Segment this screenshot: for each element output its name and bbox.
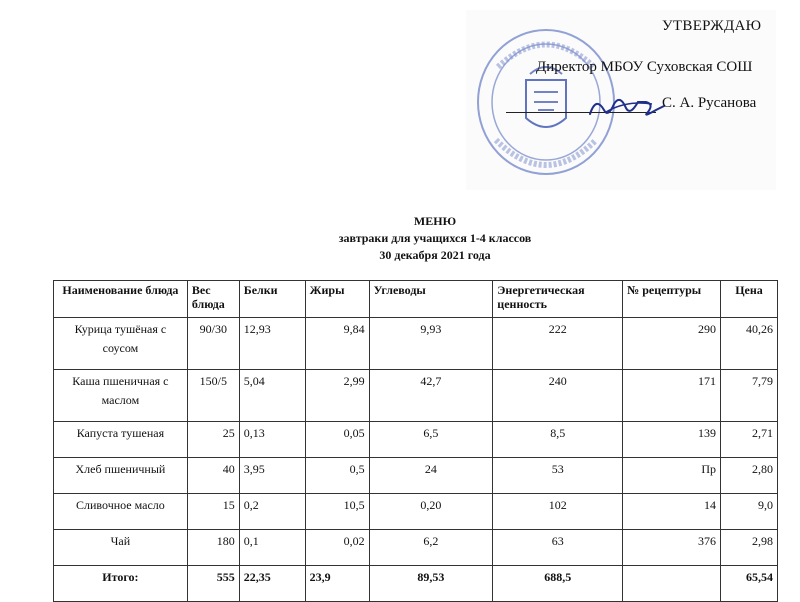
cell-protein: 0,1 [239, 530, 305, 566]
col-header-protein: Белки [239, 281, 305, 318]
cell-fat: 2,99 [305, 370, 369, 422]
table-row [54, 422, 778, 458]
table-row [54, 530, 778, 566]
table-total-row [54, 566, 778, 602]
cell-protein: 3,95 [239, 458, 305, 494]
cell-weight: 40 [187, 458, 239, 494]
cell-price: 2,98 [721, 530, 778, 566]
cell-name: Чай [54, 530, 188, 566]
menu-title: МЕНЮ [413, 214, 457, 228]
cell-carbs: 42,7 [369, 370, 493, 422]
menu-date: 30 декабря 2021 года [379, 248, 491, 262]
cell-price: 7,79 [721, 370, 778, 422]
total-price: 65,54 [721, 566, 778, 602]
cell-recipe: 290 [623, 318, 721, 370]
cell-energy: 8,5 [493, 422, 623, 458]
cell-fat: 0,05 [305, 422, 369, 458]
table-row [54, 494, 778, 530]
cell-carbs: 6,2 [369, 530, 493, 566]
cell-carbs: 9,93 [369, 318, 493, 370]
table-row [54, 370, 778, 422]
cell-weight: 150/5 [187, 370, 239, 422]
cell-fat: 0,02 [305, 530, 369, 566]
cell-name: Курица тушёная с соусом [54, 318, 188, 370]
cell-recipe: 171 [623, 370, 721, 422]
cell-energy: 63 [493, 530, 623, 566]
col-header-price: Цена [721, 281, 778, 318]
cell-fat: 0,5 [305, 458, 369, 494]
handwritten-signature [586, 92, 666, 122]
cell-price: 40,26 [721, 318, 778, 370]
menu-subtitle: завтраки для учащихся 1-4 классов [338, 231, 532, 245]
col-header-carbs: Углеводы [369, 281, 493, 318]
cell-carbs: 0,20 [369, 494, 493, 530]
cell-weight: 15 [187, 494, 239, 530]
cell-protein: 12,93 [239, 318, 305, 370]
cell-energy: 222 [493, 318, 623, 370]
col-header-recipe: № рецептуры [623, 281, 721, 318]
total-carbs: 89,53 [369, 566, 493, 602]
cell-price: 2,80 [721, 458, 778, 494]
menu-heading [0, 213, 800, 264]
total-weight: 555 [187, 566, 239, 602]
menu-table [53, 280, 778, 602]
total-fat: 23,9 [305, 566, 369, 602]
cell-name: Капуста тушеная [54, 422, 188, 458]
total-protein: 22,35 [239, 566, 305, 602]
cell-carbs: 6,5 [369, 422, 493, 458]
cell-name: Каша пшеничная с маслом [54, 370, 188, 422]
total-label: Итого: [54, 566, 188, 602]
approval-director: Директор МБОУ Суховская СОШ [536, 59, 753, 75]
cell-name: Сливочное масло [54, 494, 188, 530]
table-header-row [54, 281, 778, 318]
cell-recipe: Пр [623, 458, 721, 494]
approval-name: С. А. Русанова [662, 95, 757, 111]
total-energy: 688,5 [493, 566, 623, 602]
cell-recipe: 139 [623, 422, 721, 458]
cell-protein: 0,13 [239, 422, 305, 458]
cell-protein: 5,04 [239, 370, 305, 422]
table-row [54, 318, 778, 370]
cell-weight: 25 [187, 422, 239, 458]
cell-carbs: 24 [369, 458, 493, 494]
col-header-weight: Вес блюда [187, 281, 239, 318]
approval-title: УТВЕРЖДАЮ [662, 18, 762, 34]
cell-energy: 53 [493, 458, 623, 494]
cell-fat: 9,84 [305, 318, 369, 370]
cell-energy: 240 [493, 370, 623, 422]
cell-recipe: 376 [623, 530, 721, 566]
cell-recipe: 14 [623, 494, 721, 530]
cell-fat: 10,5 [305, 494, 369, 530]
cell-weight: 90/30 [187, 318, 239, 370]
cell-name: Хлеб пшеничный [54, 458, 188, 494]
total-recipe [623, 566, 721, 602]
col-header-fat: Жиры [305, 281, 369, 318]
cell-energy: 102 [493, 494, 623, 530]
col-header-name: Наименование блюда [54, 281, 188, 318]
col-header-energy: Энергетическая ценность [493, 281, 623, 318]
cell-price: 2,71 [721, 422, 778, 458]
table-row [54, 458, 778, 494]
cell-weight: 180 [187, 530, 239, 566]
approval-block [466, 10, 776, 190]
cell-price: 9,0 [721, 494, 778, 530]
cell-protein: 0,2 [239, 494, 305, 530]
